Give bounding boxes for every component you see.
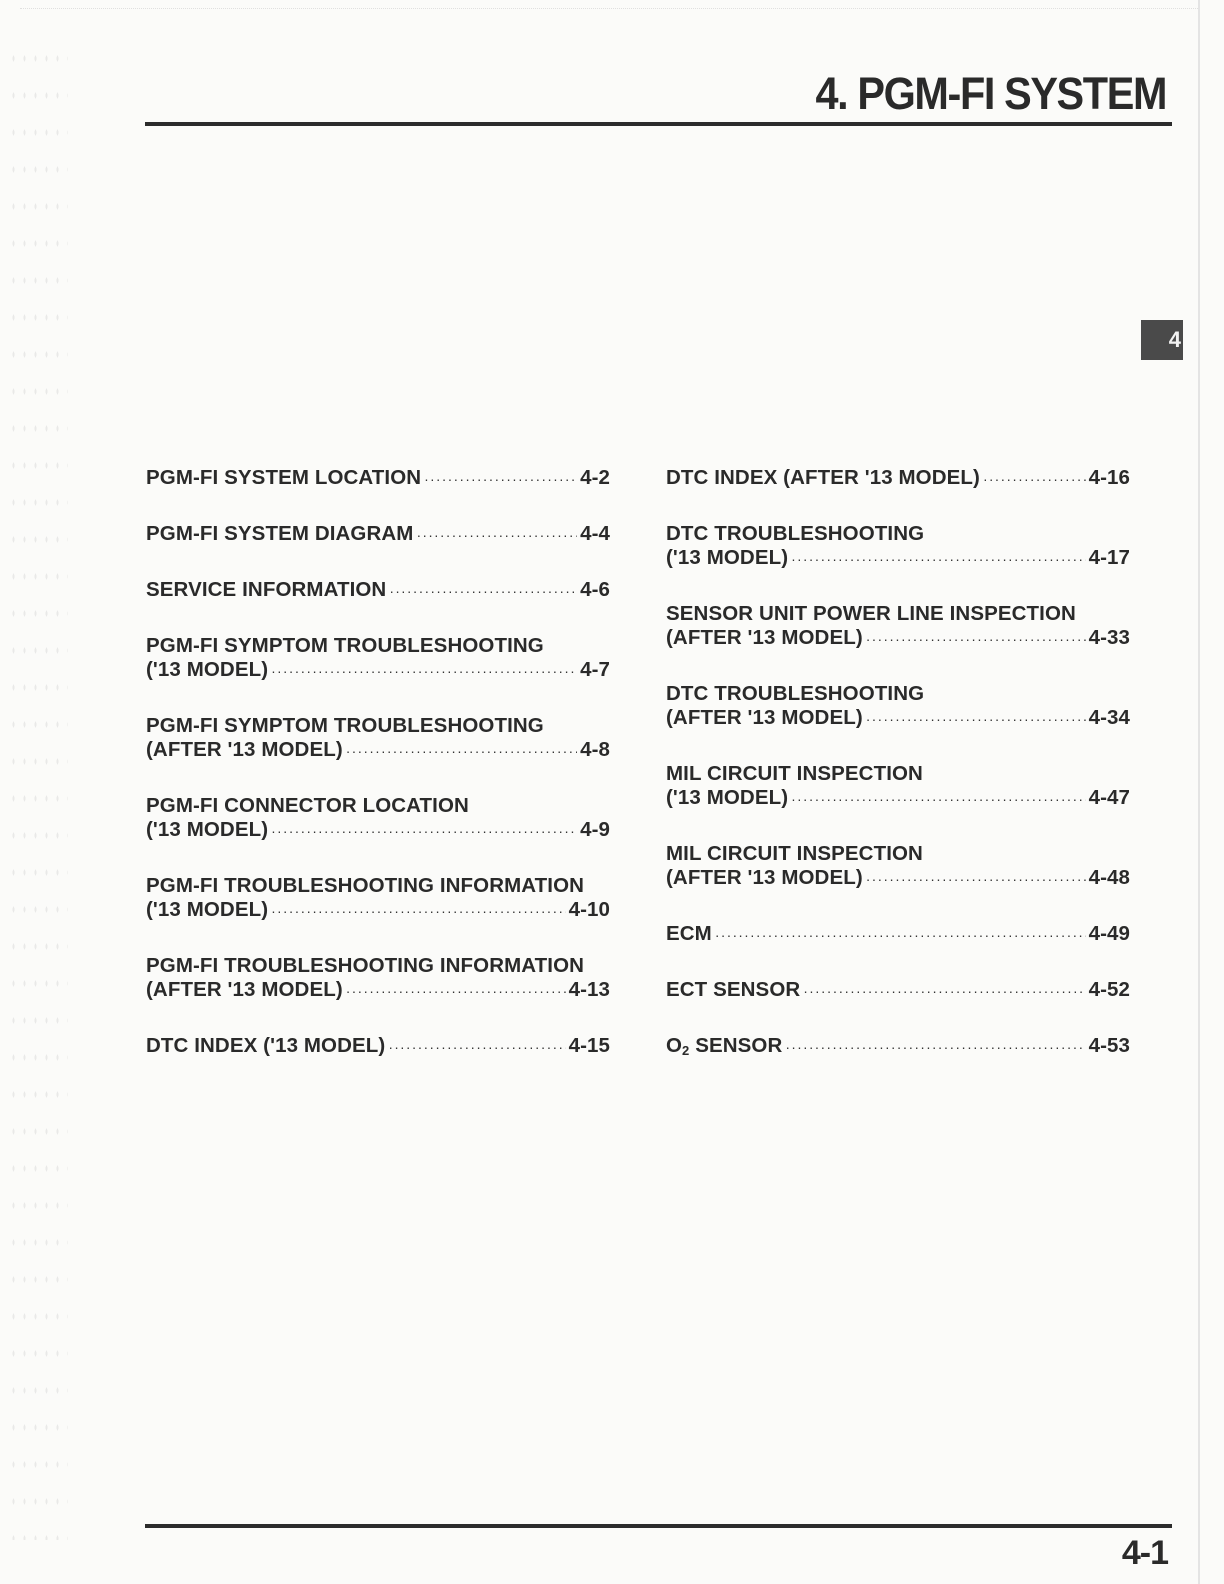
toc-entry-text: ('13 MODEL) bbox=[666, 786, 789, 809]
toc-entry-page: 4-34 bbox=[1088, 706, 1130, 729]
toc-entry-text: (AFTER '13 MODEL) bbox=[666, 626, 863, 649]
toc-entry-heading: PGM-FI SYMPTOM TROUBLESHOOTING bbox=[146, 714, 544, 737]
leader-dots bbox=[271, 899, 565, 923]
toc-entry-text: DTC INDEX (AFTER '13 MODEL) bbox=[666, 466, 980, 489]
toc-entry-mil-circuit-13[interactable] bbox=[666, 762, 1130, 811]
leader-dots bbox=[866, 627, 1086, 651]
leader-dots bbox=[346, 739, 577, 763]
toc-entry-heading: MIL CIRCUIT INSPECTION bbox=[666, 762, 923, 785]
scan-edge-right bbox=[1198, 0, 1200, 1584]
page-number: 4-1 bbox=[1121, 1534, 1168, 1572]
leader-dots bbox=[983, 467, 1086, 491]
o2-subscript: 2 bbox=[682, 1043, 690, 1058]
leader-dots bbox=[424, 467, 577, 491]
leader-dots bbox=[803, 979, 1085, 1003]
toc-entry-troubleshooting-info-after-13[interactable] bbox=[146, 954, 610, 1003]
toc-entry-page: 4-16 bbox=[1088, 466, 1130, 489]
toc-entry-page: 4-7 bbox=[580, 658, 610, 681]
toc-entry-system-location[interactable] bbox=[146, 466, 610, 491]
leader-dots bbox=[785, 1035, 1085, 1059]
toc-entry-o2-sensor[interactable] bbox=[666, 1034, 1130, 1063]
toc-entry-dtc-index-13[interactable] bbox=[146, 1034, 610, 1059]
toc-entry-heading: PGM-FI TROUBLESHOOTING INFORMATION bbox=[146, 874, 585, 897]
toc-entry-text: PGM-FI SYSTEM LOCATION bbox=[146, 466, 422, 489]
toc-entry-text: (AFTER '13 MODEL) bbox=[146, 978, 343, 1001]
toc-entry-heading: SENSOR UNIT POWER LINE INSPECTION bbox=[666, 602, 1076, 625]
toc-entry-ect-sensor[interactable] bbox=[666, 978, 1130, 1003]
leader-dots bbox=[346, 979, 566, 1003]
chapter-tab-marker: 4 bbox=[1141, 320, 1183, 360]
leader-dots bbox=[416, 523, 577, 547]
toc-entry-text: ('13 MODEL) bbox=[146, 898, 269, 921]
toc-entry-text: DTC INDEX ('13 MODEL) bbox=[146, 1034, 386, 1057]
toc-entry-dtc-index-after-13[interactable] bbox=[666, 466, 1130, 491]
toc-entry-page: 4-33 bbox=[1088, 626, 1130, 649]
toc-entry-service-information[interactable] bbox=[146, 578, 610, 603]
toc-entry-heading: MIL CIRCUIT INSPECTION bbox=[666, 842, 923, 865]
toc-entry-page: 4-17 bbox=[1088, 546, 1130, 569]
toc-entry-text: ('13 MODEL) bbox=[146, 818, 269, 841]
toc-entry-page: 4-6 bbox=[580, 578, 610, 601]
toc-entry-sensor-power-line-after-13[interactable] bbox=[666, 602, 1130, 651]
toc-entry-system-diagram[interactable] bbox=[146, 522, 610, 547]
toc-entry-page: 4-53 bbox=[1088, 1034, 1130, 1057]
toc-entry-dtc-troubleshooting-13[interactable] bbox=[666, 522, 1130, 571]
toc-entry-text: ECT SENSOR bbox=[666, 978, 801, 1001]
toc-left-column bbox=[146, 466, 610, 1090]
toc-entry-page: 4-49 bbox=[1088, 922, 1130, 945]
toc-entry-dtc-troubleshooting-after-13[interactable] bbox=[666, 682, 1130, 731]
toc-entry-connector-location-13[interactable] bbox=[146, 794, 610, 843]
toc-entry-heading: DTC TROUBLESHOOTING bbox=[666, 682, 925, 705]
leader-dots bbox=[271, 819, 577, 843]
leader-dots bbox=[791, 547, 1085, 571]
leader-dots bbox=[388, 1035, 565, 1059]
toc-entry-symptom-troubleshooting-13[interactable] bbox=[146, 634, 610, 683]
toc-entry-heading: DTC TROUBLESHOOTING bbox=[666, 522, 925, 545]
toc-entry-text: (AFTER '13 MODEL) bbox=[666, 866, 863, 889]
toc-entry-text: (AFTER '13 MODEL) bbox=[146, 738, 343, 761]
leader-dots bbox=[866, 867, 1086, 891]
toc-entry-heading: PGM-FI SYMPTOM TROUBLESHOOTING bbox=[146, 634, 544, 657]
toc-entry-page: 4-47 bbox=[1088, 786, 1130, 809]
scan-speckle-left bbox=[8, 40, 68, 1540]
toc-entry-page: 4-4 bbox=[580, 522, 610, 545]
toc-entry-troubleshooting-info-13[interactable] bbox=[146, 874, 610, 923]
toc-entry-page: 4-15 bbox=[568, 1034, 610, 1057]
o2-prefix: O bbox=[666, 1034, 683, 1057]
chapter-title: 4. PGM-FI SYSTEM bbox=[815, 68, 1166, 119]
toc-entry-text: (AFTER '13 MODEL) bbox=[666, 706, 863, 729]
toc-entry-symptom-troubleshooting-after-13[interactable] bbox=[146, 714, 610, 763]
leader-dots bbox=[715, 923, 1086, 947]
leader-dots bbox=[389, 579, 577, 603]
o2-label: SENSOR bbox=[695, 1034, 783, 1057]
leader-dots bbox=[791, 787, 1085, 811]
title-rule bbox=[145, 122, 1172, 126]
toc-entry-text: ECM bbox=[666, 922, 712, 945]
toc-entry-page: 4-9 bbox=[580, 818, 610, 841]
footer-rule bbox=[145, 1524, 1172, 1528]
leader-dots bbox=[271, 659, 577, 683]
toc-entry-text: ('13 MODEL) bbox=[146, 658, 269, 681]
leader-dots bbox=[866, 707, 1086, 731]
toc-right-column bbox=[666, 466, 1130, 1094]
toc-entry-page: 4-8 bbox=[580, 738, 610, 761]
toc-entry-mil-circuit-after-13[interactable] bbox=[666, 842, 1130, 891]
toc-entry-heading: PGM-FI TROUBLESHOOTING INFORMATION bbox=[146, 954, 585, 977]
toc-entry-page: 4-52 bbox=[1088, 978, 1130, 1001]
toc-entry-ecm[interactable] bbox=[666, 922, 1130, 947]
toc-entry-text: ('13 MODEL) bbox=[666, 546, 789, 569]
toc-entry-page: 4-10 bbox=[568, 898, 610, 921]
toc-entry-page: 4-2 bbox=[580, 466, 610, 489]
toc-entry-text bbox=[666, 1034, 782, 1063]
toc-entry-page: 4-48 bbox=[1088, 866, 1130, 889]
scan-edge-top bbox=[20, 0, 1200, 9]
toc-entry-heading: PGM-FI CONNECTOR LOCATION bbox=[146, 794, 469, 817]
toc-entry-text: PGM-FI SYSTEM DIAGRAM bbox=[146, 522, 414, 545]
toc-entry-text: SERVICE INFORMATION bbox=[146, 578, 387, 601]
toc-entry-page: 4-13 bbox=[568, 978, 610, 1001]
